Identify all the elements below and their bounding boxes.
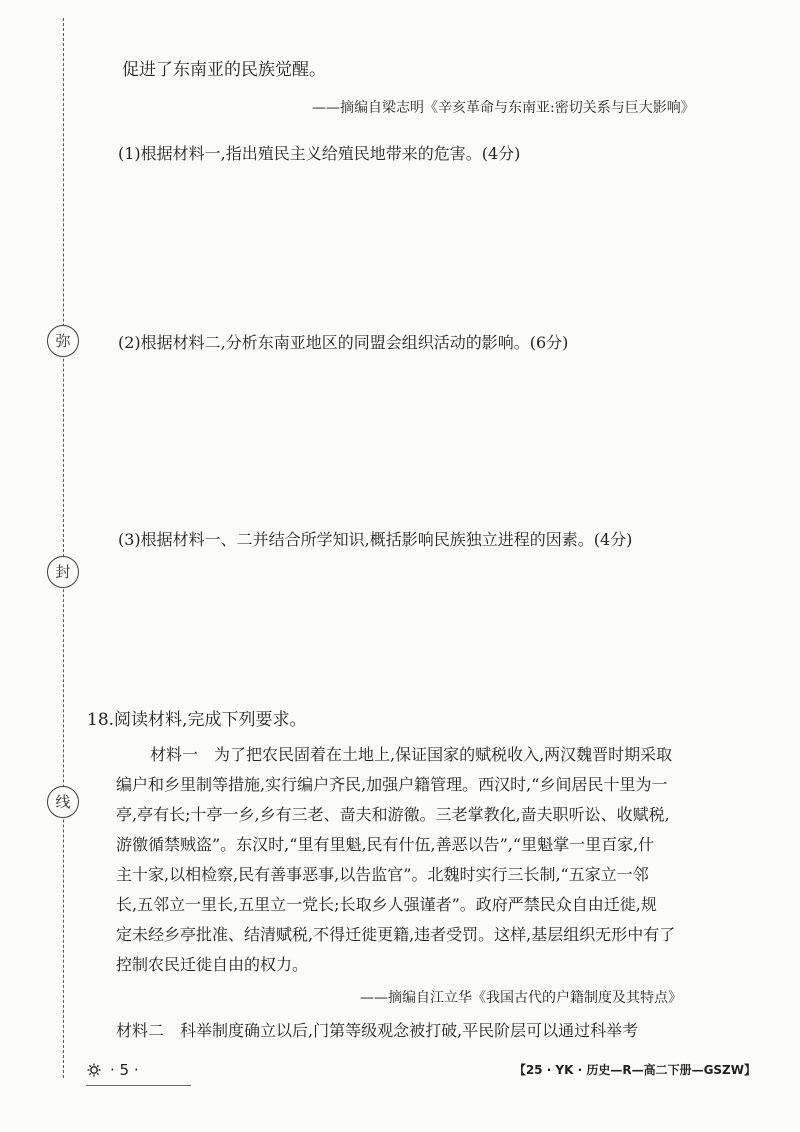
material-one-paragraph bbox=[116, 740, 766, 980]
material-line: 控制农民迁徙自由的权力。 bbox=[116, 955, 309, 974]
source-citation: ——摘编自梁志明《辛亥革命与东南亚:密切关系与巨大影响》 bbox=[312, 100, 695, 116]
page-footer bbox=[86, 1058, 756, 1088]
page-number: · 5 · bbox=[110, 1061, 139, 1079]
material-line: 主十家,以相检察,民有善事恶事,以告监官”。北魏时实行三长制,“五家立一邻 bbox=[116, 865, 649, 884]
material-line: 定未经乡亭批准、结清赋税,不得迁徙更籍,违者受罚。这样,基层组织无形中有了 bbox=[116, 925, 676, 944]
gear-icon bbox=[86, 1062, 102, 1078]
material-line: 游徼循禁贼盗”。东汉时,“里有里魁,民有什伍,善恶以告”,“里魁掌一里百家,什 bbox=[116, 835, 655, 854]
continued-text: 促进了东南亚的民族觉醒。 bbox=[122, 60, 326, 80]
material-line: 材料一 为了把农民固着在土地上,保证国家的赋税收入,两汉魏晋时期采取 bbox=[150, 745, 673, 764]
paper-code: 【25 · YK · 历史—R—高二下册—GSZW】 bbox=[513, 1063, 756, 1077]
binding-mark-feng: 封 bbox=[47, 556, 79, 588]
material-line: 编户和乡里制等措施,实行编户齐民,加强户籍管理。西汉时,“乡间居民十里为一 bbox=[116, 775, 668, 794]
question-17-1: (1)根据材料一,指出殖民主义给殖民地带来的危害。(4分) bbox=[118, 144, 521, 163]
binding-mark-mi: 弥 bbox=[47, 325, 79, 357]
footer-rule bbox=[86, 1085, 191, 1086]
source-citation-2: ——摘编自江立华《我国古代的户籍制度及其特点》 bbox=[360, 990, 682, 1006]
binding-mark-xian: 线 bbox=[47, 786, 79, 818]
material-two-line: 材料二 科举制度确立以后,门第等级观念被打破,平民阶层可以通过科举考 bbox=[116, 1021, 639, 1040]
question-17-3: (3)根据材料一、二并结合所学知识,概括影响民族独立进程的因素。(4分) bbox=[118, 530, 633, 549]
question-18-heading: 18.阅读材料,完成下列要求。 bbox=[87, 710, 307, 730]
material-line: 长,五邻立一里长,五里立一党长;长取乡人强谨者”。政府严禁民众自由迁徙,规 bbox=[116, 895, 657, 914]
binding-line bbox=[63, 18, 64, 1078]
material-line: 亭,亭有长;十亭一乡,乡有三老、啬夫和游徼。三老掌教化,啬夫职听讼、收赋税, bbox=[116, 805, 670, 824]
question-17-2: (2)根据材料二,分析东南亚地区的同盟会组织活动的影响。(6分) bbox=[118, 333, 569, 352]
